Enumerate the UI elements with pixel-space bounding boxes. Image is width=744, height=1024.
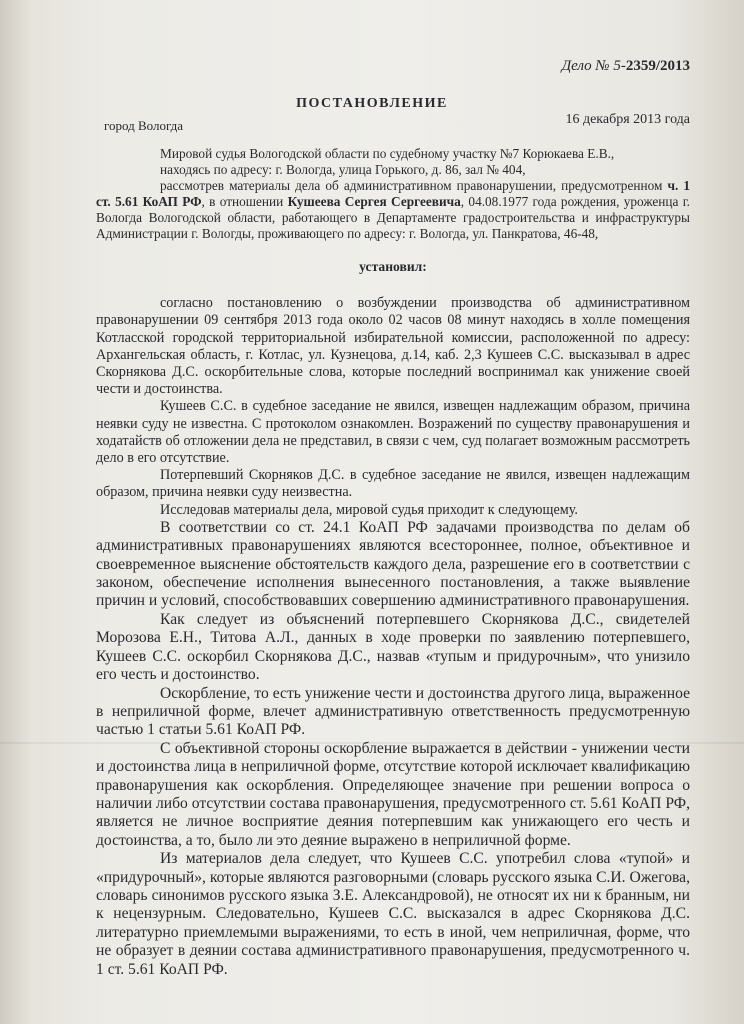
intro-text: , 04.08.1977 года рождения, уроженца г. Вологда Вологодской области, работающего в Департаменте градостроительства и инфраструктуры Администрации г. Вологды, проживающего по адресу: г. Вологда, ул. Панкратова, 46-48, bbox=[96, 194, 690, 241]
intro-text: рассмотрев материалы дела об административном правонарушении, предусмотренном bbox=[160, 178, 668, 193]
intro-text: , в отношении bbox=[201, 194, 288, 209]
case-number-value: 2359/2013 bbox=[625, 58, 690, 74]
paragraph: Из материалов дела следует, что Кушеев С.С. употребил слова «тупой» и «придурочный», которые являются разговорными (словарь русского языка С.И. Ожегова, словарь синонимов русского языка З.Е. Александровой), не относят их ни к бранным, ни к нецензурным. Следовательно, Кушеев С.С. высказался в адрес Скорнякова Д.С. литературно приемлемыми выражениями, то есть в иной, чем неприличная, форме, что не образует в деянии состава административного правонарушения, предусмотренного ч. 1 ст. 5.61 КоАП РФ. bbox=[96, 850, 690, 978]
paragraph-group bbox=[96, 519, 690, 979]
intro-line: Мировой судья Вологодской области по судебному участку №7 Корюкаева Е.В., bbox=[160, 146, 615, 161]
article-reference: ч. 1 ст. 5.61 КоАП РФ bbox=[96, 178, 691, 209]
case-number bbox=[562, 58, 690, 75]
paragraph: Кушеев С.С. в судебное заседание не явился, извещен надлежащим образом, причина неявки суду не известна. С протоколом ознакомлен. Возражений по существу правонарушения и ходатайств об отложении дела не представил, в связи с чем, суд полагает возможным рассмотреть дело в его отсутствие. bbox=[96, 398, 690, 467]
paragraph: Потерпевший Скорняков Д.С. в судебное заседание не явился, извещен надлежащим образом, причина неявки суду неизвестна. bbox=[96, 467, 690, 501]
paragraph: В соответствии со ст. 24.1 КоАП РФ задачами производства по делам об административных правонарушениях являются всестороннее, полное, объективное и своевременное выяснение обстоятельств каждого дела, разрешение его в соответствии с законом, обеспечение исполнения вынесенного постановления, а также выявление причин и условий, способствовавших совершению административного правонарушения. bbox=[96, 518, 690, 610]
intro-block bbox=[96, 146, 690, 242]
defendant-name: Кушеева Сергея Сергеевича bbox=[287, 194, 461, 209]
paragraph: согласно постановлению о возбуждении производства об административном правонарушении 09 сентября 2013 года около 02 часов 08 минут находясь в холле помещения Котласской городской территориальной избирательной комиссии, расположенной по адресу: Архангельская область, г. Котлас, ул. Кузнецова, д.14, каб. 2,3 Кушеев С.С. высказывал в адрес Скорнякова Д.С. оскорбительные слова, которые последний воспринимал как унижение своей чести и достоинства. bbox=[96, 295, 690, 398]
document-title: ПОСТАНОВЛЕНИЕ bbox=[296, 96, 448, 111]
city: город Вологда bbox=[104, 118, 184, 133]
section-title: установил: bbox=[359, 259, 427, 274]
paragraph: Оскорбление, то есть унижение чести и достоинства другого лица, выраженное в неприличной форме, влечет административную ответственность предусмотренную частью 1 статьи 5.61 КоАП РФ. bbox=[96, 684, 690, 739]
document-body bbox=[96, 146, 690, 979]
intro-line: находясь по адресу: г. Вологда, улица Горького, д. 86, зал № 404, bbox=[160, 162, 526, 177]
intro-paragraph bbox=[96, 178, 690, 242]
document-date: 16 декабря 2013 года bbox=[565, 112, 690, 127]
paragraph: Исследовав материалы дела, мировой судья приходит к следующему. bbox=[160, 501, 578, 518]
paper-fold-line bbox=[0, 742, 744, 744]
case-number-label: Дело № 5- bbox=[561, 58, 626, 74]
paragraph: С объективной стороны оскорбление выражается в действии - унижении чести и достоинства лица в неприличной форме, отсутствие которой исключает квалификацию правонарушения как оскорбления. Определяющее значение при решении вопроса о наличии либо отсутствии состава правонарушения, предусмотренного ст. 5.61 КоАП РФ, является не личное восприятие деяния потерпевшим как унижающего его честь и достоинства, а то, было ли это деяние выражено в неприличной форме. bbox=[96, 739, 690, 849]
paragraph-group bbox=[96, 295, 690, 519]
paragraph: Как следует из объяснений потерпевшего Скорнякова Д.С., свидетелей Морозова Е.Н., Титова А.Л., данных в ходе проверки по заявлению потерпевшего, Кушеев С.С. оскорбил Скорнякова Д.С., назвав «тупым и придурочным», что унизило его честь и достоинство. bbox=[96, 610, 690, 684]
